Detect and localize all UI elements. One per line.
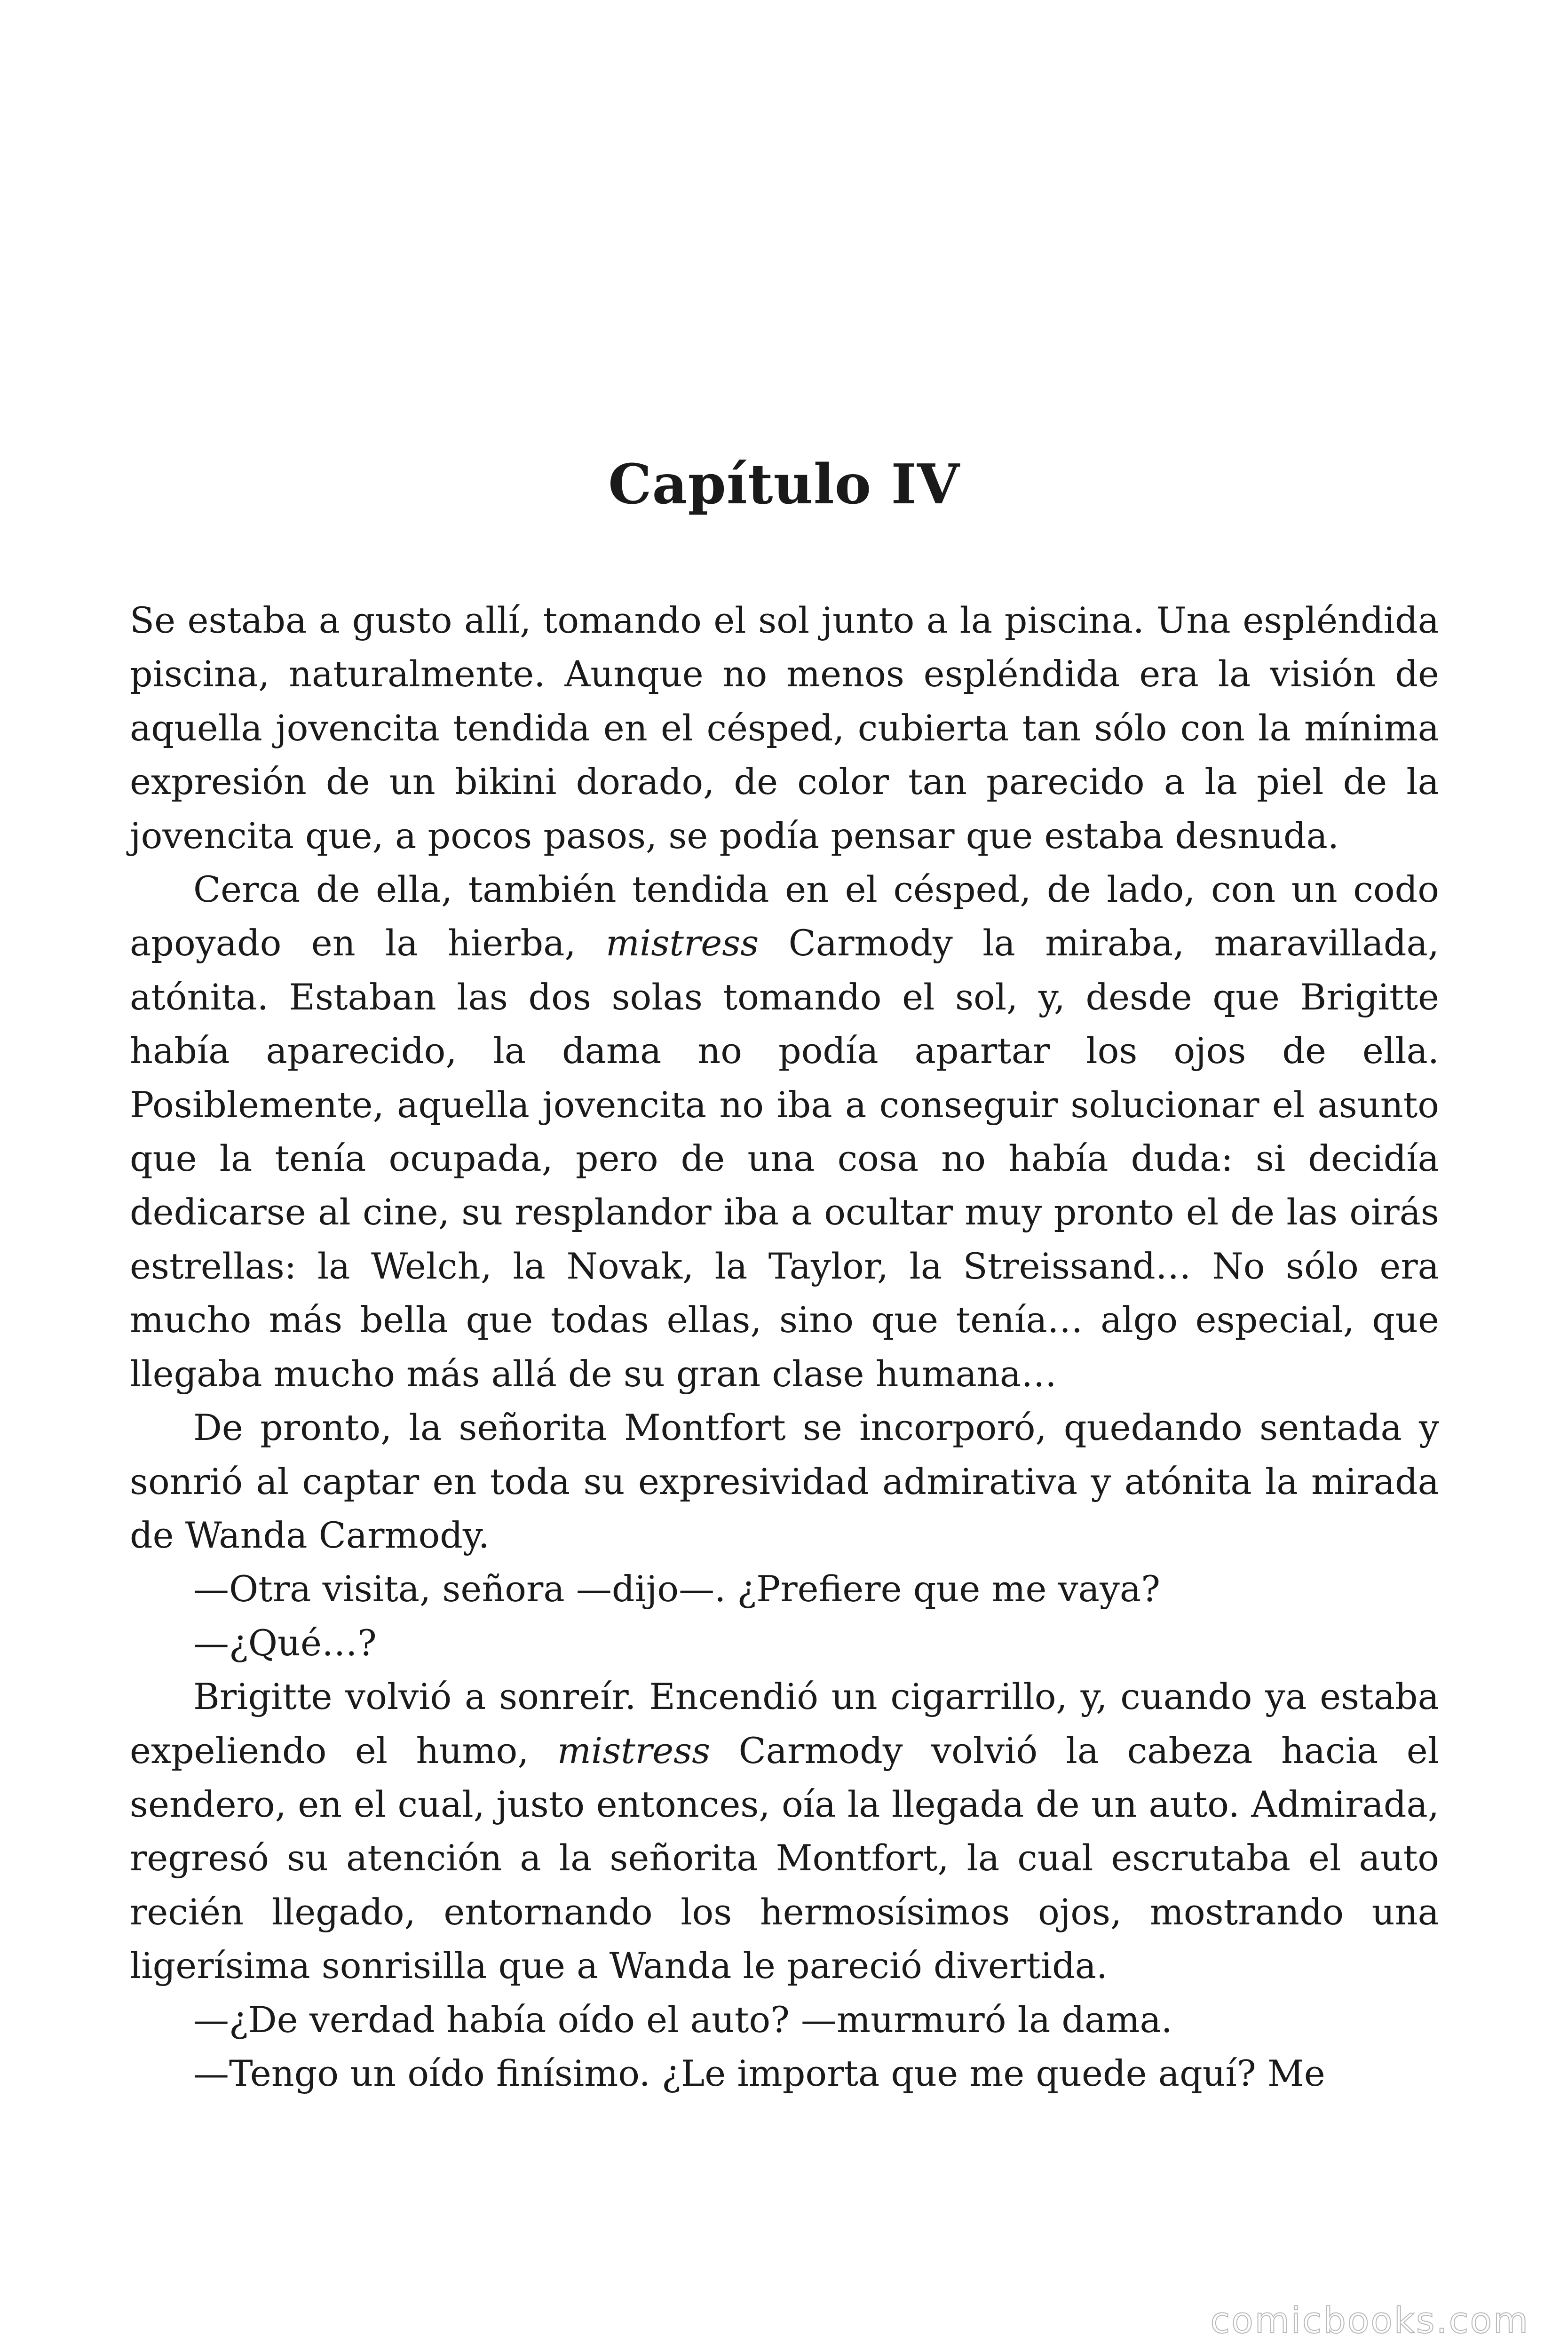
paragraph-3	[130, 1401, 1439, 1562]
paragraph-6-text-b: Carmody volvió la cabeza hacia el sendero, en el cual, justo entonces, oía la llegada de un auto. Admirada, regresó su atención a la señorita Montfort, la cual escrutaba el auto recién llegado, entornando los hermosísimos ojos, mostrando una ligerísima sonrisilla que a Wanda le pareció divertida.	[130, 1729, 1439, 1987]
paragraph-1-text: Se estaba a gusto allí, tomando el sol junto a la piscina. Una espléndida piscina, naturalmente. Aunque no menos espléndida era la visión de aquella jovencita tendida en el césped, cubierta tan sólo con la mínima expresión de un bikini dorado, de color tan parecido a la piel de la jovencita que, a pocos pasos, se podía pensar que estaba desnuda.	[130, 599, 1439, 857]
paragraph-4-text: —Otra visita, señora —dijo—. ¿Prefiere que me vaya?	[193, 1568, 1160, 1610]
paragraph-7-dialogue	[130, 1993, 1439, 2047]
paragraph-2-text-b: Carmody la miraba, maravillada, atónita. Estaban las dos solas tomando el sol, y, desde que Brigitte había aparecido, la dama no podía apartar los ojos de ella. Posiblemente, aquella jovencita no iba a conseguir solucionar el asunto que la tenía ocupada, pero de una cosa no había duda: si decidía dedicarse al cine, su resplandor iba a ocultar muy pronto el de las oirás estrellas: la Welch, la Novak, la Taylor, la Streissand… No sólo era mucho más bella que todas ellas, sino que tenía… algo especial, que llegaba mucho más allá de su gran clase humana…	[130, 922, 1439, 1395]
paragraph-6-text-a: Brigitte volvió a sonreír. Encendió un cigarrillo, y, cuando ya estaba expeliendo el humo,	[130, 1676, 1439, 1772]
paragraph-6	[130, 1670, 1439, 1993]
chapter-title: Capítulo IV	[608, 453, 960, 516]
paragraph-8-text: —Tengo un oído finísimo. ¿Le importa que me quede aquí? Me	[193, 2052, 1325, 2094]
paragraph-2-italic-mistress: mistress	[606, 922, 759, 964]
paragraph-6-italic-mistress: mistress	[557, 1729, 711, 1772]
paragraph-5-dialogue	[130, 1616, 1439, 1670]
paragraph-4-dialogue	[130, 1562, 1439, 1616]
watermark-logo: comicbooks.com	[1210, 2299, 1529, 2341]
paragraph-2-text-a: Cerca de ella, también tendida en el césped, de lado, con un codo apoyado en la hierba,	[130, 868, 1439, 964]
paragraph-8-dialogue	[130, 2047, 1439, 2100]
paragraph-1	[130, 594, 1439, 863]
paragraph-3-text: De pronto, la señorita Montfort se incorporó, quedando sentada y sonrió al captar en toda su expresividad admirativa y atónita la mirada de Wanda Carmody.	[130, 1406, 1439, 1556]
paragraph-7-text: —¿De verdad había oído el auto? —murmuró la dama.	[193, 1998, 1172, 2041]
paragraph-5-text: —¿Qué…?	[193, 1621, 377, 1664]
paragraph-2	[130, 863, 1439, 1401]
chapter-body	[130, 594, 1439, 2100]
